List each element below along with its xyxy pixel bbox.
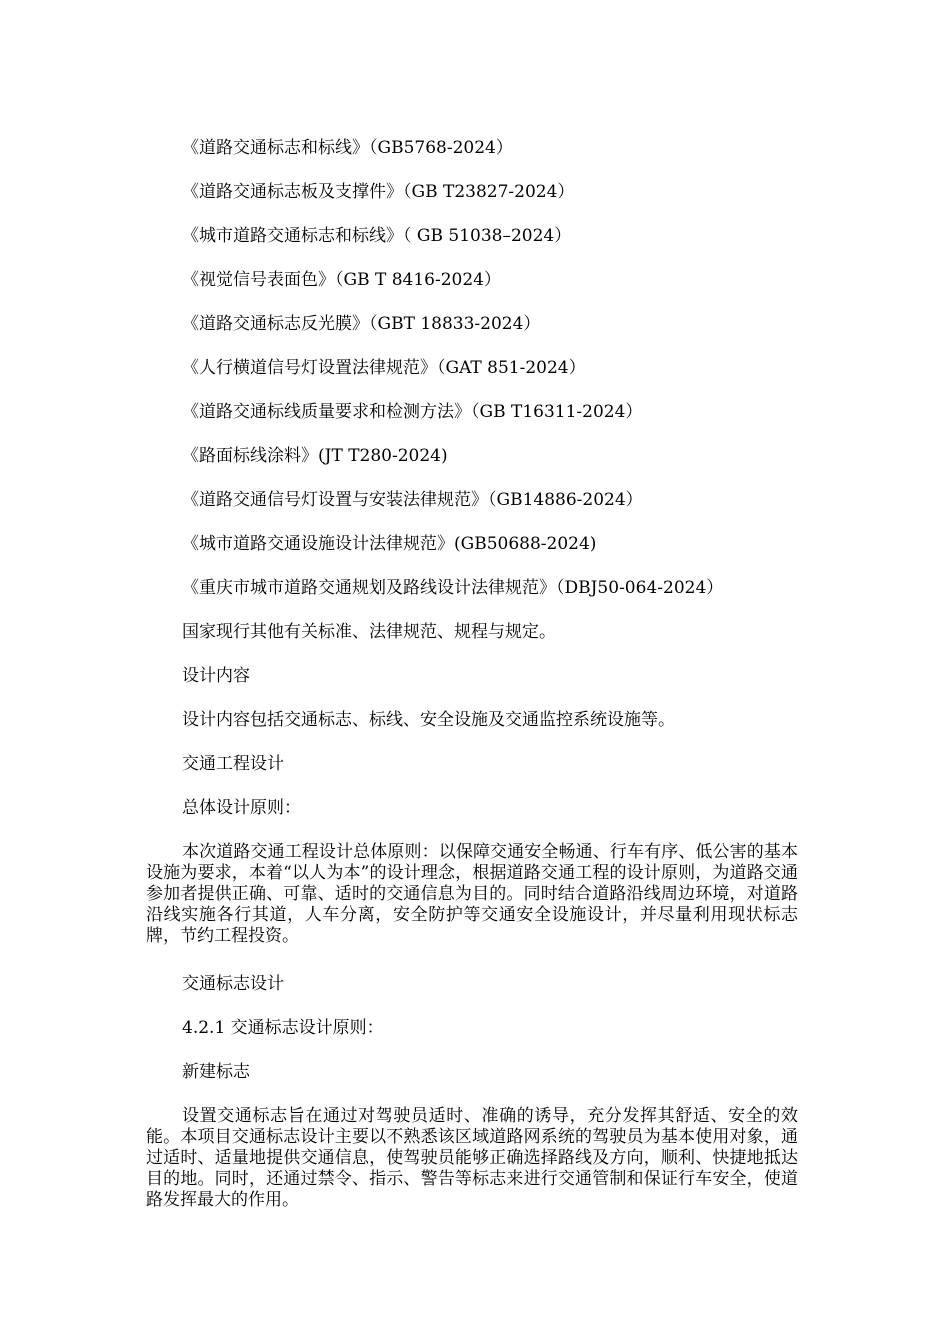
- text-line: 设计内容包括交通标志、标线、安全设施及交通监控系统设施等。: [182, 710, 675, 730]
- section-heading: 交通工程设计: [182, 754, 284, 774]
- section-heading: 4.2.1 交通标志设计原则：: [182, 1018, 384, 1038]
- section-heading: 总体设计原则：: [182, 798, 301, 818]
- reference-line: 《城市道路交通设施设计法律规范》(GB50688-2024): [182, 534, 597, 554]
- reference-line: 《视觉信号表面色》（GB T 8416-2024）: [182, 270, 501, 290]
- section-heading: 设计内容: [182, 666, 250, 686]
- text-line: 国家现行其他有关标准、法律规范、规程与规定。: [182, 622, 556, 642]
- reference-line: 《道路交通标志反光膜》（GBT 18833-2024）: [182, 314, 541, 334]
- reference-line: 《路面标线涂料》(JT T280-2024): [182, 446, 448, 466]
- body-paragraph: 设置交通标志旨在通过对驾驶员适时、准确的诱导，充分发挥其舒适、安全的效能。本项目交通标志设计主要以不熟悉该区域道路网系统的驾驶员为基本使用对象，通过适时、适量地提供交通信息，使驾驶员能够正确选择路线及方向，顺利、快捷地抵达目的地。同时，还通过禁令、指示、警告等标志来进行交通管制和保证行车安全，使道路发挥最大的作用。: [146, 1106, 798, 1210]
- reference-line: 《人行横道信号灯设置法律规范》（GAT 851-2024）: [182, 358, 586, 378]
- reference-line: 《重庆市城市道路交通规划及路线设计法律规范》（DBJ50-064-2024）: [182, 578, 724, 598]
- reference-line: 《城市道路交通标志和标线》（ GB 51038–2024）: [182, 226, 572, 246]
- reference-line: 《道路交通标线质量要求和检测方法》（GB T16311-2024）: [182, 402, 643, 422]
- reference-line: 《道路交通信号灯设置与安装法律规范》（GB14886-2024）: [182, 490, 643, 510]
- document-page: [146, 0, 798, 1344]
- section-heading: 新建标志: [182, 1062, 250, 1082]
- reference-line: 《道路交通标志板及支撑件》（GB T23827-2024）: [182, 182, 575, 202]
- reference-line: 《道路交通标志和标线》（GB5768-2024）: [182, 138, 513, 158]
- body-paragraph: 本次道路交通工程设计总体原则：以保障交通安全畅通、行车有序、低公害的基本设施为要求，本着“以人为本”的设计理念，根据道路交通工程的设计原则，为道路交通参加者提供正确、可靠、适时的交通信息为目的。同时结合道路沿线周边环境，对道路沿线实施各行其道，人车分离，安全防护等交通安全设施设计，并尽量利用现状标志牌，节约工程投资。: [146, 842, 798, 946]
- section-heading: 交通标志设计: [182, 974, 284, 994]
